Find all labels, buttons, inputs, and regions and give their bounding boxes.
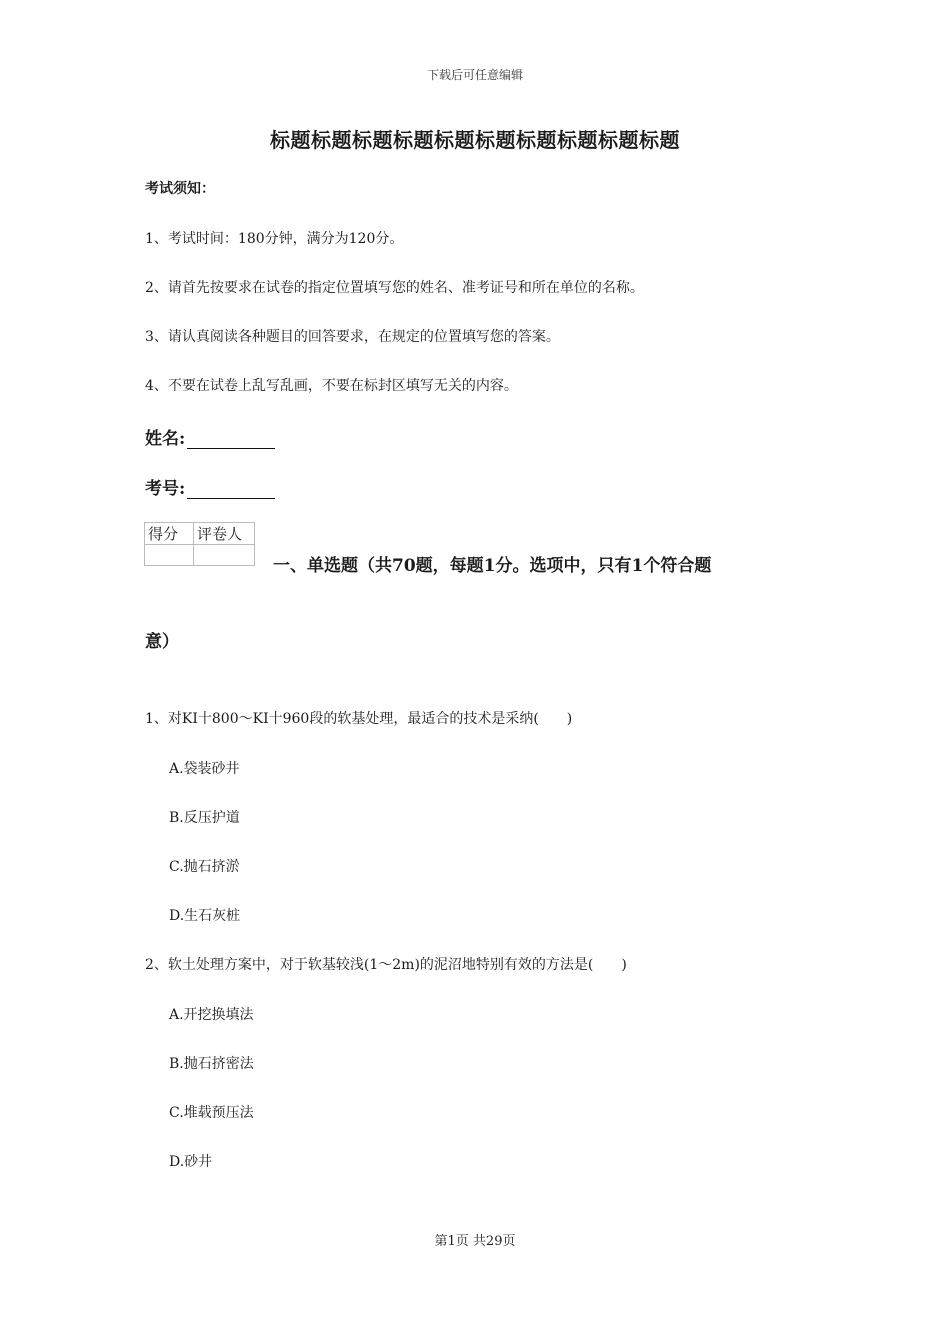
section-heading: 一、单选题（共70题，每题1分。选项中，只有1个符合题 [273,556,712,576]
question-2: 2、软土处理方案中，对于软基较浅(1～2m)的泥沼地特别有效的方法是( ) [145,957,627,973]
score-table-header-score: 得分 [145,523,194,545]
notice-heading: 考试须知： [145,181,215,197]
document-title: 标题标题标题标题标题标题标题标题标题标题 [270,128,680,152]
question-1-option-a: A.袋装砂井 [169,761,240,777]
section-heading-continued: 意） [145,632,179,652]
score-table [144,522,255,566]
question-1-option-b: B.反压护道 [169,810,240,826]
notice-item: 4、不要在试卷上乱写乱画，不要在标封区填写无关的内容。 [145,378,518,394]
notice-item: 1、考试时间：180分钟，满分为120分。 [145,231,404,247]
name-blank-line[interactable] [187,430,275,449]
notice-item: 2、请首先按要求在试卷的指定位置填写您的姓名、准考证号和所在单位的名称。 [145,280,644,296]
exam-id-field [145,474,275,499]
question-1-option-c: C.抛石挤淤 [169,859,240,875]
question-2-option-b: B.抛石挤密法 [169,1056,254,1072]
question-1-option-d: D.生石灰桩 [169,908,241,924]
exam-id-label: 考号: [145,479,186,499]
name-label: 姓名: [145,429,186,449]
question-2-option-d: D.砂井 [169,1154,213,1170]
page-footer: 第1页 共29页 [434,1234,516,1249]
score-table-cell-score[interactable] [145,545,194,566]
score-table-header-grader: 评卷人 [194,523,255,545]
question-2-option-a: A.开挖换填法 [169,1007,254,1023]
header-note: 下载后可任意编辑 [426,68,523,82]
notice-item: 3、请认真阅读各种题目的回答要求，在规定的位置填写您的答案。 [145,329,560,345]
question-1: 1、对KI十800～KI十960段的软基处理，最适合的技术是采纳( ) [145,711,573,727]
name-field [145,424,275,449]
question-2-option-c: C.堆载预压法 [169,1105,254,1121]
score-table-cell-grader[interactable] [194,545,255,566]
exam-id-blank-line[interactable] [187,480,275,499]
